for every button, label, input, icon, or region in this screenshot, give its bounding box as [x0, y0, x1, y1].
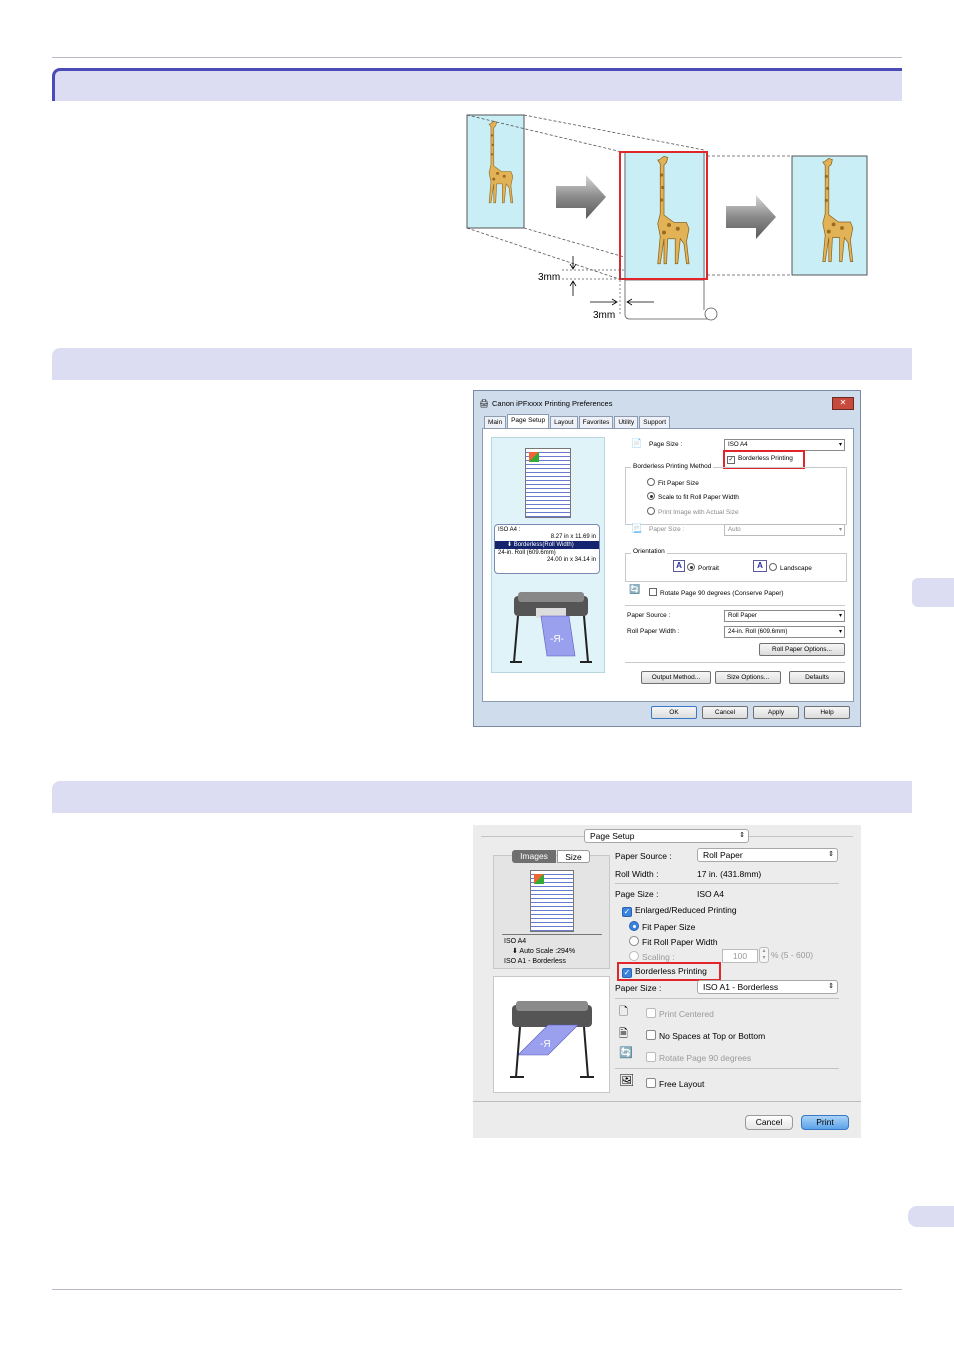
divider-3 — [615, 1068, 839, 1069]
printer-icon: 🖨 — [479, 399, 490, 408]
roll-paper-options-button[interactable]: Roll Paper Options... — [759, 643, 845, 656]
info-borderless-highlight: ⬇ Borderless(Roll Width) — [495, 541, 599, 549]
page-size-label: Page Size : — [649, 441, 683, 448]
scaling-stepper[interactable]: ▴ ▾ — [759, 947, 769, 963]
paper-info-box — [494, 524, 600, 574]
printer-illustration-box — [493, 976, 610, 1093]
info-paper-dims: 8.27 in x 11.69 in — [550, 534, 596, 540]
borderless-printing-checkbox[interactable]: ✓ Borderless Printing — [623, 966, 707, 977]
image-icon — [529, 452, 539, 462]
defaults-button[interactable]: Defaults — [789, 671, 845, 684]
print-centered-checkbox[interactable]: Print Centered — [646, 1008, 714, 1019]
page-size-select[interactable]: ISO A4 ▾ — [724, 439, 845, 451]
borderless-diagram — [462, 110, 872, 325]
section-heading-band-2 — [52, 348, 912, 380]
footer-rule — [52, 1289, 902, 1290]
tab-images[interactable]: Images — [512, 850, 556, 863]
printer-illustration — [506, 578, 596, 668]
size-options-button[interactable]: Size Options... — [715, 671, 781, 684]
fit-roll-width-radio[interactable]: Fit Roll Paper Width — [629, 936, 718, 947]
orientation-legend: Orientation — [633, 548, 665, 555]
paper-size-label: Paper Size : — [615, 983, 662, 993]
info-paper-name: ISO A4 : — [498, 527, 521, 533]
printer-illustration — [500, 985, 604, 1085]
output-method-button[interactable]: Output Method... — [641, 671, 711, 684]
tab-layout[interactable]: Layout — [550, 416, 578, 428]
orientation-portrait[interactable]: Portrait — [687, 563, 719, 572]
paper-size-select[interactable]: Auto ▾ — [724, 524, 845, 536]
section-heading-band-3 — [52, 781, 912, 813]
landscape-icon: A — [753, 560, 767, 572]
chapter-side-tab — [912, 578, 954, 607]
image-icon — [534, 874, 544, 884]
fit-paper-size-radio[interactable]: Fit Paper Size — [629, 921, 695, 932]
cancel-button[interactable]: Cancel — [745, 1115, 793, 1130]
rotate-page-icon: 🔄 — [619, 1047, 633, 1059]
page-size-icon: 📄 — [631, 438, 643, 448]
free-layout-icon: 🖼 — [619, 1073, 635, 1087]
borderless-highlight-box — [617, 962, 721, 981]
paper-source-label: Paper Source : — [627, 612, 671, 619]
print-button[interactable]: Print — [801, 1115, 849, 1130]
help-button[interactable]: Help — [804, 706, 850, 719]
tab-main[interactable]: Main — [484, 416, 506, 428]
enlarged-reduced-checkbox[interactable]: ✓ Enlarged/Reduced Printing — [623, 905, 737, 916]
portrait-icon: A — [673, 560, 685, 572]
scaling-input[interactable]: 100 — [722, 949, 758, 963]
paper-size-select[interactable]: ISO A1 - Borderless ⇕ — [697, 980, 838, 994]
page-size-value: ISO A4 — [697, 889, 724, 899]
no-spaces-icon: 🗎 — [619, 1028, 628, 1040]
free-layout-checkbox[interactable]: Free Layout — [646, 1078, 704, 1089]
orientation-group — [625, 553, 847, 582]
mac-page-setup-dialog — [473, 825, 861, 1138]
dialog-tabs — [484, 416, 671, 428]
page-setup-panel — [482, 428, 854, 702]
arrow-right-icon — [556, 175, 606, 219]
section-heading-band-1 — [52, 68, 902, 101]
preview-info — [504, 937, 575, 967]
preview-box — [493, 851, 610, 969]
roll-width-value: 17 in. (431.8mm) — [697, 869, 762, 879]
scaling-range-label: % (5 - 600) — [771, 950, 814, 960]
tab-size[interactable]: Size — [557, 850, 590, 863]
close-button[interactable]: ✕ — [832, 397, 854, 410]
method-fit-paper-size[interactable]: Fit Paper Size — [647, 478, 699, 487]
rotate-page-checkbox[interactable]: Rotate Page 90 degrees (Conserve Paper) — [649, 588, 784, 597]
paper-source-select[interactable]: Roll Paper ⇕ — [697, 848, 838, 862]
preview-tabs — [512, 850, 592, 863]
paper-source-label: Paper Source : — [615, 851, 672, 861]
page-number-tab — [908, 1206, 954, 1227]
ok-button[interactable]: OK — [651, 706, 697, 719]
divider-2 — [625, 662, 845, 663]
paper-source-select[interactable]: Roll Paper ▾ — [724, 610, 845, 622]
no-spaces-checkbox[interactable]: No Spaces at Top or Bottom — [646, 1030, 765, 1041]
paper-size-label: Paper Size : — [649, 526, 685, 533]
divider-2 — [615, 998, 839, 999]
svg-text:-Я: -Я — [540, 1039, 551, 1050]
method-scale-to-roll-width[interactable]: Scale to fit Roll Paper Width — [647, 492, 739, 501]
info-output-size: ISO A1 - Borderless — [504, 958, 566, 965]
panel-select[interactable]: Page Setup ⇕ — [584, 829, 749, 843]
page-size-label: Page Size : — [615, 889, 659, 899]
margin-label-horizontal: 3mm — [593, 310, 616, 321]
tab-support[interactable]: Support — [639, 416, 670, 428]
windows-printing-preferences-dialog — [473, 390, 861, 727]
dialog-title: Canon iPFxxxx Printing Preferences — [492, 399, 613, 408]
rotate-page-checkbox[interactable]: Rotate Page 90 degrees — [646, 1052, 751, 1063]
info-auto-scale: ⬇ Auto Scale :294% — [512, 948, 576, 955]
roll-width-label: Roll Width : — [615, 869, 659, 879]
print-centered-icon: 🗋 — [619, 1006, 628, 1018]
divider-1 — [615, 883, 839, 884]
checkbox-checked-icon: ✓ — [728, 457, 734, 463]
method-actual-size[interactable]: Print Image with Actual Size — [647, 507, 739, 516]
svg-text:-Я-: -Я- — [550, 634, 564, 645]
info-roll-name: 24-in. Roll (609.6mm) — [498, 550, 556, 556]
tab-utility[interactable]: Utility — [614, 416, 638, 428]
tab-favorites[interactable]: Favorites — [579, 416, 614, 428]
borderless-method-legend: Borderless Printing Method — [633, 463, 712, 470]
scaling-radio[interactable]: Scaling : — [629, 951, 675, 962]
info-source-size: ISO A4 — [504, 938, 527, 945]
page-preview-thumbnail — [530, 870, 574, 932]
page-preview-thumbnail — [525, 448, 571, 518]
preview-pane — [491, 437, 605, 673]
info-roll-dims: 24.00 in x 34.14 in — [546, 557, 596, 563]
margin-label-vertical: 3mm — [538, 272, 561, 283]
roll-width-label: Roll Paper Width : — [627, 628, 680, 635]
divider — [625, 605, 845, 606]
borderless-printing-label: Borderless Printing — [738, 455, 793, 462]
arrow-right-icon-2 — [726, 195, 776, 239]
paper-size-icon: 📃 — [631, 523, 643, 533]
orientation-landscape[interactable]: Landscape — [769, 563, 812, 572]
apply-button[interactable]: Apply — [753, 706, 799, 719]
tab-page-setup[interactable]: Page Setup — [507, 414, 549, 428]
cancel-button[interactable]: Cancel — [702, 706, 748, 719]
preview-divider — [502, 934, 602, 935]
rotate-page-icon: 🔄 — [629, 584, 641, 594]
header-rule — [52, 57, 902, 58]
bottom-divider — [473, 1101, 861, 1102]
roll-width-select[interactable]: 24-in. Roll (609.6mm) ▾ — [724, 626, 845, 638]
